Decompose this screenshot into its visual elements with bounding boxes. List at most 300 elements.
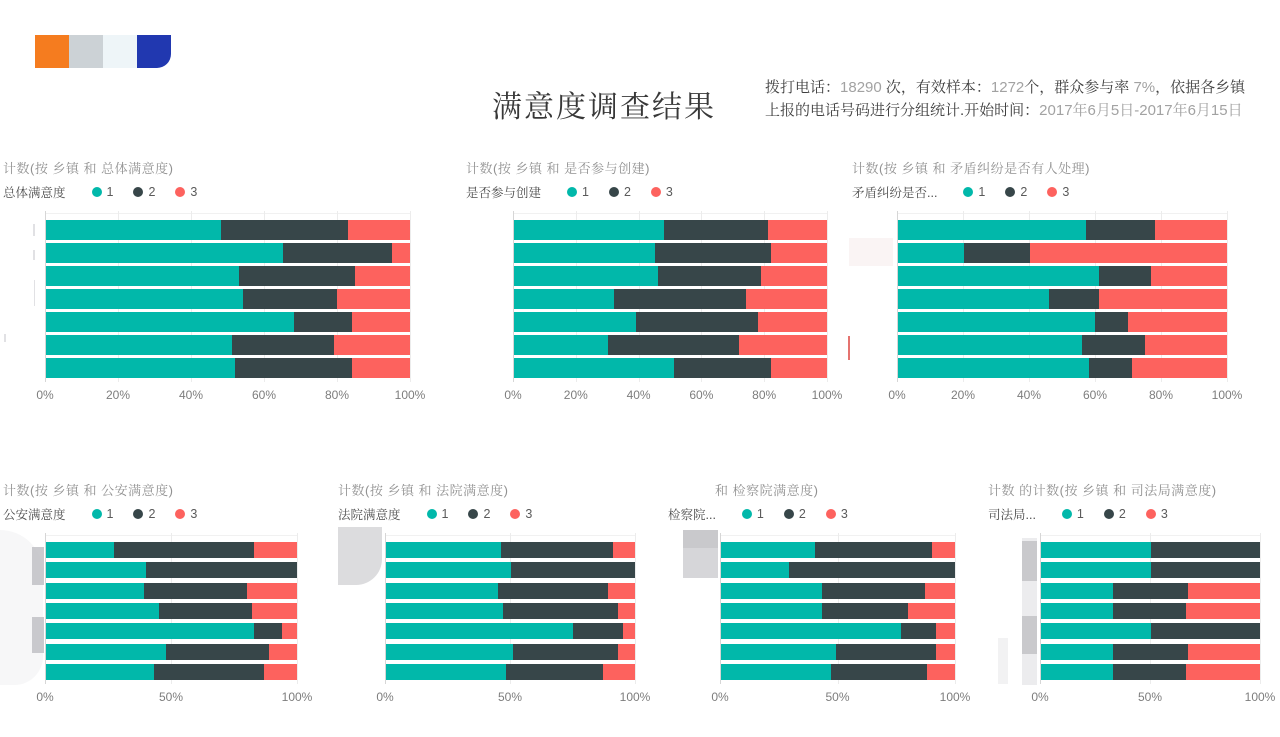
legend-item-2[interactable] xyxy=(784,507,806,521)
bar-segment-2[interactable] xyxy=(664,220,767,240)
bar-segment-3[interactable] xyxy=(352,312,410,332)
stacked-bar xyxy=(514,312,827,332)
legend-item-label: 3 xyxy=(840,507,848,521)
grid-line xyxy=(1227,211,1228,382)
legend-dot-icon xyxy=(963,187,973,197)
x-axis xyxy=(36,690,313,706)
bar-segment-3[interactable] xyxy=(334,335,410,355)
bars-container xyxy=(898,220,1227,378)
bar-segment-3[interactable] xyxy=(1186,664,1260,680)
bar-segment-1[interactable] xyxy=(1041,644,1113,660)
grid-line xyxy=(827,211,828,382)
bar-segment-2[interactable] xyxy=(831,664,927,680)
bar-segment-1[interactable] xyxy=(46,603,159,619)
bar-segment-2[interactable] xyxy=(674,358,771,378)
bar-segment-1[interactable] xyxy=(514,289,614,309)
bar-segment-1[interactable] xyxy=(386,644,513,660)
bar-segment-1[interactable] xyxy=(46,289,243,309)
legend-item-3[interactable] xyxy=(1047,185,1069,199)
bar-segment-1[interactable] xyxy=(898,335,1082,355)
x-tick-label: 100% xyxy=(619,690,651,704)
x-tick-label: 20% xyxy=(950,388,976,402)
grid-line xyxy=(1260,533,1261,684)
x-tick-label: 100% xyxy=(1211,388,1243,402)
bar-segment-1[interactable] xyxy=(46,266,239,286)
bar-segment-3[interactable] xyxy=(1099,289,1227,309)
bar-segment-3[interactable] xyxy=(761,266,827,286)
bar-segment-2[interactable] xyxy=(655,243,771,263)
x-tick-label: 0% xyxy=(1031,690,1049,704)
legend-dot-icon xyxy=(133,187,143,197)
bar-segment-2[interactable] xyxy=(1113,603,1185,619)
x-tick-label: 0% xyxy=(711,690,729,704)
bar-segment-3[interactable] xyxy=(247,583,297,599)
x-axis xyxy=(1031,690,1276,706)
legend-item-2[interactable] xyxy=(1104,507,1126,521)
bar-segment-1[interactable] xyxy=(721,664,831,680)
stacked-bar xyxy=(514,243,827,263)
legend-item-1[interactable] xyxy=(92,185,114,199)
obscured-y-label-mark xyxy=(4,334,6,342)
stacked-bar xyxy=(386,583,635,599)
stacked-bar xyxy=(46,335,410,355)
bar-segment-3[interactable] xyxy=(771,243,827,263)
bars-container xyxy=(1041,542,1260,680)
bar-segment-2[interactable] xyxy=(1049,289,1098,309)
bar-segment-2[interactable] xyxy=(1099,266,1152,286)
x-tick-label: 80% xyxy=(324,388,350,402)
bar-segment-2[interactable] xyxy=(1151,562,1261,578)
bar-segment-1[interactable] xyxy=(898,312,1095,332)
legend-item-label: 1 xyxy=(106,185,114,199)
bar-segment-1[interactable] xyxy=(386,583,498,599)
bar-segment-3[interactable] xyxy=(739,335,827,355)
stacked-bar xyxy=(46,644,297,660)
bar-segment-3[interactable] xyxy=(927,664,955,680)
stacked-bar xyxy=(46,623,297,639)
legend-dot-icon xyxy=(1104,509,1114,519)
bar-segment-1[interactable] xyxy=(386,603,503,619)
stacked-bar xyxy=(721,583,955,599)
bar-segment-1[interactable] xyxy=(721,542,815,558)
bar-segment-3[interactable] xyxy=(1188,583,1260,599)
artifact-censor-pill xyxy=(32,547,44,585)
bar-segment-3[interactable] xyxy=(618,644,635,660)
legend-label: 矛盾纠纷是否... xyxy=(852,186,938,200)
bar-segment-1[interactable] xyxy=(386,623,573,639)
legend-label: 法院满意度 xyxy=(338,508,401,522)
legend-item-2[interactable] xyxy=(133,507,155,521)
bar-segment-2[interactable] xyxy=(513,644,618,660)
bar-segment-1[interactable] xyxy=(721,583,822,599)
bar-segment-3[interactable] xyxy=(252,603,297,619)
bar-segment-3[interactable] xyxy=(925,583,955,599)
legend-item-label: 3 xyxy=(665,185,673,199)
legend-item-1[interactable] xyxy=(1062,507,1084,521)
bar-segment-3[interactable] xyxy=(337,289,410,309)
chart-legend xyxy=(988,505,1188,523)
bar-segment-1[interactable] xyxy=(898,358,1089,378)
bar-segment-3[interactable] xyxy=(932,542,955,558)
bar-segment-2[interactable] xyxy=(503,603,618,619)
legend-item-label: 3 xyxy=(1160,507,1168,521)
bar-segment-2[interactable] xyxy=(822,583,925,599)
stacked-bar xyxy=(386,603,635,619)
stacked-bar xyxy=(514,335,827,355)
chart-title: 计数(按 乡镇 和 总体满意度) xyxy=(3,161,174,176)
bar-segment-2[interactable] xyxy=(964,243,1030,263)
x-tick-label: 0% xyxy=(376,690,394,704)
obscured-y-label-mark xyxy=(33,224,35,236)
stacked-bar xyxy=(46,562,297,578)
description-value: 7% xyxy=(1133,79,1156,96)
bar-segment-1[interactable] xyxy=(46,312,294,332)
bar-segment-3[interactable] xyxy=(1151,266,1227,286)
bar-segment-2[interactable] xyxy=(1151,623,1261,639)
bar-segment-3[interactable] xyxy=(348,220,410,240)
bar-segment-2[interactable] xyxy=(614,289,745,309)
bar-segment-2[interactable] xyxy=(498,583,608,599)
legend-item-3[interactable] xyxy=(175,185,197,199)
logo-square-orange xyxy=(35,35,69,68)
legend-dot-icon xyxy=(133,509,143,519)
bar-segment-1[interactable] xyxy=(386,562,511,578)
x-tick-label: 40% xyxy=(178,388,204,402)
bar-segment-2[interactable] xyxy=(1089,358,1132,378)
stacked-bar xyxy=(46,220,410,240)
description-value: 2017年6月5日-2017年6月15日 xyxy=(1039,102,1243,119)
plot-area xyxy=(720,535,955,684)
bar-segment-1[interactable] xyxy=(514,220,664,240)
stacked-bar xyxy=(1041,583,1260,599)
x-tick-label: 0% xyxy=(504,388,522,402)
bar-segment-2[interactable] xyxy=(159,603,252,619)
bar-segment-1[interactable] xyxy=(1041,542,1151,558)
legend-item-label: 3 xyxy=(190,185,198,199)
bar-segment-2[interactable] xyxy=(1113,664,1185,680)
bar-segment-1[interactable] xyxy=(46,542,114,558)
bar-segment-1[interactable] xyxy=(46,583,144,599)
legend-item-1[interactable] xyxy=(963,185,985,199)
stacked-bar xyxy=(46,664,297,680)
stacked-bar xyxy=(898,289,1227,309)
legend-dot-icon xyxy=(1062,509,1072,519)
bar-segment-2[interactable] xyxy=(166,644,269,660)
bar-segment-2[interactable] xyxy=(154,664,264,680)
legend-item-label: 1 xyxy=(756,507,764,521)
bar-segment-3[interactable] xyxy=(623,623,635,639)
bar-segment-3[interactable] xyxy=(603,664,635,680)
legend-dot-icon xyxy=(510,509,520,519)
bar-segment-2[interactable] xyxy=(789,562,955,578)
bar-segment-2[interactable] xyxy=(1113,644,1187,660)
bar-segment-2[interactable] xyxy=(608,335,739,355)
stacked-bar xyxy=(721,542,955,558)
bar-segment-3[interactable] xyxy=(1155,220,1227,240)
bar-segment-2[interactable] xyxy=(901,623,936,639)
bar-segment-1[interactable] xyxy=(46,220,221,240)
bar-segment-2[interactable] xyxy=(506,664,603,680)
logo-square-blue xyxy=(137,35,171,68)
stacked-bar xyxy=(46,312,410,332)
stacked-bar xyxy=(514,266,827,286)
chart-legend xyxy=(668,505,868,523)
chart-legend xyxy=(466,183,693,201)
bar-segment-1[interactable] xyxy=(46,623,254,639)
stacked-bar xyxy=(46,603,297,619)
bar-segment-3[interactable] xyxy=(908,603,955,619)
bar-segment-2[interactable] xyxy=(146,562,297,578)
bar-segment-3[interactable] xyxy=(768,220,827,240)
bar-segment-3[interactable] xyxy=(1030,243,1227,263)
bar-segment-2[interactable] xyxy=(573,623,623,639)
artifact-censor-pill xyxy=(32,617,44,653)
bar-segment-3[interactable] xyxy=(613,542,635,558)
legend-label: 检察院... xyxy=(668,508,716,522)
bar-segment-2[interactable] xyxy=(636,312,758,332)
bar-segment-3[interactable] xyxy=(352,358,410,378)
bar-segment-2[interactable] xyxy=(221,220,348,240)
description-text: 个，群众参与率 xyxy=(1024,79,1134,96)
legend-dot-icon xyxy=(175,509,185,519)
bar-segment-2[interactable] xyxy=(254,623,282,639)
bar-segment-1[interactable] xyxy=(1041,603,1113,619)
bar-segment-1[interactable] xyxy=(1041,664,1113,680)
x-tick-label: 50% xyxy=(825,690,850,704)
bar-segment-2[interactable] xyxy=(822,603,909,619)
bar-segment-2[interactable] xyxy=(1086,220,1155,240)
legend-dot-icon xyxy=(567,187,577,197)
bar-segment-2[interactable] xyxy=(1151,542,1261,558)
stacked-bar xyxy=(721,644,955,660)
stacked-bar xyxy=(386,562,635,578)
bars-container xyxy=(46,542,297,680)
bar-segment-3[interactable] xyxy=(1128,312,1227,332)
legend-item-3[interactable] xyxy=(510,507,532,521)
chart-title: 计数(按 乡镇 和 是否参与创建) xyxy=(466,161,650,176)
bar-segment-1[interactable] xyxy=(514,266,658,286)
legend-item-label: 1 xyxy=(978,185,986,199)
legend-dot-icon xyxy=(1146,509,1156,519)
x-tick-label: 80% xyxy=(1148,388,1174,402)
description-value: 1272 xyxy=(990,79,1025,96)
logo-square-light xyxy=(103,35,137,68)
x-axis xyxy=(888,388,1243,404)
bar-segment-1[interactable] xyxy=(46,664,154,680)
bar-segment-2[interactable] xyxy=(1113,583,1187,599)
x-axis xyxy=(711,690,971,706)
bar-segment-3[interactable] xyxy=(392,243,410,263)
stacked-bar xyxy=(46,358,410,378)
stacked-bar xyxy=(46,243,410,263)
x-tick-label: 60% xyxy=(1082,388,1108,402)
bar-segment-1[interactable] xyxy=(898,220,1086,240)
x-tick-label: 0% xyxy=(36,690,54,704)
bar-segment-1[interactable] xyxy=(721,562,789,578)
stacked-bar xyxy=(1041,603,1260,619)
legend-item-2[interactable] xyxy=(1005,185,1027,199)
plot-area xyxy=(45,213,410,382)
bar-segment-2[interactable] xyxy=(836,644,937,660)
bar-segment-1[interactable] xyxy=(1041,562,1151,578)
bar-segment-1[interactable] xyxy=(721,644,836,660)
stacked-bar xyxy=(898,335,1227,355)
bar-segment-1[interactable] xyxy=(46,644,166,660)
grid-line xyxy=(297,533,298,684)
bar-segment-2[interactable] xyxy=(235,358,351,378)
legend-dot-icon xyxy=(92,187,102,197)
x-tick-label: 0% xyxy=(888,388,906,402)
stacked-bar xyxy=(721,562,955,578)
legend-item-1[interactable] xyxy=(567,185,589,199)
bar-segment-1[interactable] xyxy=(898,266,1099,286)
x-tick-label: 20% xyxy=(563,388,588,402)
chart-title: 和 检察院满意度) xyxy=(715,483,819,498)
bar-segment-2[interactable] xyxy=(144,583,247,599)
bar-segment-1[interactable] xyxy=(514,312,636,332)
legend-dot-icon xyxy=(1005,187,1015,197)
stacked-bar xyxy=(514,358,827,378)
bar-segment-1[interactable] xyxy=(514,335,608,355)
stacked-bar xyxy=(898,266,1227,286)
chart-title: 计数 的计数(按 乡镇 和 司法局满意度) xyxy=(988,483,1217,498)
legend-item-label: 2 xyxy=(798,507,806,521)
x-tick-label: 40% xyxy=(626,388,651,402)
legend-item-1[interactable] xyxy=(742,507,764,521)
stacked-bar xyxy=(898,220,1227,240)
bar-segment-3[interactable] xyxy=(1132,358,1227,378)
legend-item-label: 2 xyxy=(148,185,156,199)
bar-segment-1[interactable] xyxy=(721,603,822,619)
description-text: 次，有效样本： xyxy=(881,79,991,96)
bar-segment-1[interactable] xyxy=(721,623,901,639)
stacked-bar xyxy=(46,542,297,558)
legend-dot-icon xyxy=(651,187,661,197)
legend-dot-icon xyxy=(92,509,102,519)
bar-segment-3[interactable] xyxy=(1188,644,1260,660)
legend-item-label: 3 xyxy=(525,507,533,521)
bar-segment-1[interactable] xyxy=(46,358,235,378)
bar-segment-3[interactable] xyxy=(936,644,955,660)
legend-item-1[interactable] xyxy=(427,507,449,521)
x-tick-label: 80% xyxy=(752,388,777,402)
bar-segment-1[interactable] xyxy=(1041,583,1113,599)
legend-item-2[interactable] xyxy=(133,185,155,199)
bar-segment-2[interactable] xyxy=(232,335,334,355)
legend-item-3[interactable] xyxy=(1146,507,1168,521)
bar-segment-1[interactable] xyxy=(898,289,1049,309)
bar-segment-3[interactable] xyxy=(608,583,635,599)
bar-segment-1[interactable] xyxy=(1041,623,1151,639)
bar-segment-3[interactable] xyxy=(618,603,635,619)
bar-segment-1[interactable] xyxy=(898,243,964,263)
bar-segment-2[interactable] xyxy=(1082,335,1145,355)
stacked-bar xyxy=(514,289,827,309)
bar-segment-1[interactable] xyxy=(514,243,655,263)
bar-segment-1[interactable] xyxy=(46,562,146,578)
legend-item-label: 1 xyxy=(1076,507,1084,521)
plot-area xyxy=(1040,535,1260,684)
bar-segment-1[interactable] xyxy=(46,335,232,355)
stacked-bar xyxy=(721,623,955,639)
bar-segment-2[interactable] xyxy=(283,243,392,263)
artifact-censor-blob xyxy=(683,530,718,548)
bar-segment-3[interactable] xyxy=(758,312,827,332)
x-tick-label: 50% xyxy=(1137,690,1163,704)
artifact-red-mark xyxy=(848,336,850,360)
legend-item-3[interactable] xyxy=(651,185,673,199)
legend-dot-icon xyxy=(175,187,185,197)
bar-segment-2[interactable] xyxy=(511,562,636,578)
bar-segment-1[interactable] xyxy=(386,664,506,680)
bar-segment-1[interactable] xyxy=(386,542,501,558)
bar-segment-2[interactable] xyxy=(501,542,613,558)
legend-item-label: 1 xyxy=(441,507,449,521)
bar-segment-3[interactable] xyxy=(254,542,297,558)
bar-segment-2[interactable] xyxy=(243,289,338,309)
legend-item-label: 2 xyxy=(483,507,491,521)
x-tick-label: 20% xyxy=(105,388,131,402)
chart-title: 计数(按 乡镇 和 法院满意度) xyxy=(338,483,509,498)
chart-title: 计数(按 乡镇 和 公安满意度) xyxy=(3,483,174,498)
bar-segment-3[interactable] xyxy=(936,623,955,639)
bar-segment-3[interactable] xyxy=(355,266,410,286)
legend-item-1[interactable] xyxy=(92,507,114,521)
stacked-bar xyxy=(898,243,1227,263)
bars-container xyxy=(721,542,955,680)
chart-legend xyxy=(3,183,217,201)
legend-item-3[interactable] xyxy=(826,507,848,521)
legend-item-3[interactable] xyxy=(175,507,197,521)
x-tick-label: 100% xyxy=(394,388,426,402)
legend-dot-icon xyxy=(784,509,794,519)
plot-area xyxy=(897,213,1227,382)
artifact-faded-label xyxy=(849,238,893,266)
plot-area xyxy=(385,535,635,684)
stacked-bar xyxy=(386,542,635,558)
stacked-bar xyxy=(721,664,955,680)
bar-segment-3[interactable] xyxy=(771,358,827,378)
obscured-y-label-mark xyxy=(34,280,35,306)
bar-segment-3[interactable] xyxy=(282,623,297,639)
bar-segment-2[interactable] xyxy=(815,542,932,558)
bar-segment-2[interactable] xyxy=(658,266,761,286)
legend-item-2[interactable] xyxy=(609,185,631,199)
bar-segment-3[interactable] xyxy=(264,664,297,680)
x-axis xyxy=(36,388,426,404)
legend-dot-icon xyxy=(468,509,478,519)
bars-container xyxy=(386,542,635,680)
stacked-bar xyxy=(1041,623,1260,639)
legend-item-2[interactable] xyxy=(468,507,490,521)
bar-segment-2[interactable] xyxy=(294,312,352,332)
bar-segment-2[interactable] xyxy=(114,542,255,558)
x-tick-label: 100% xyxy=(281,690,313,704)
bar-segment-3[interactable] xyxy=(746,289,827,309)
x-tick-label: 100% xyxy=(811,388,843,402)
x-tick-label: 60% xyxy=(251,388,277,402)
grid-line xyxy=(410,211,411,382)
bar-segment-3[interactable] xyxy=(1186,603,1260,619)
bar-segment-3[interactable] xyxy=(269,644,297,660)
bar-segment-2[interactable] xyxy=(239,266,355,286)
bar-segment-1[interactable] xyxy=(514,358,674,378)
bar-segment-2[interactable] xyxy=(1095,312,1128,332)
chart-legend xyxy=(3,505,217,523)
chart-legend xyxy=(852,183,1089,201)
bar-segment-3[interactable] xyxy=(1145,335,1227,355)
bar-segment-1[interactable] xyxy=(46,243,283,263)
